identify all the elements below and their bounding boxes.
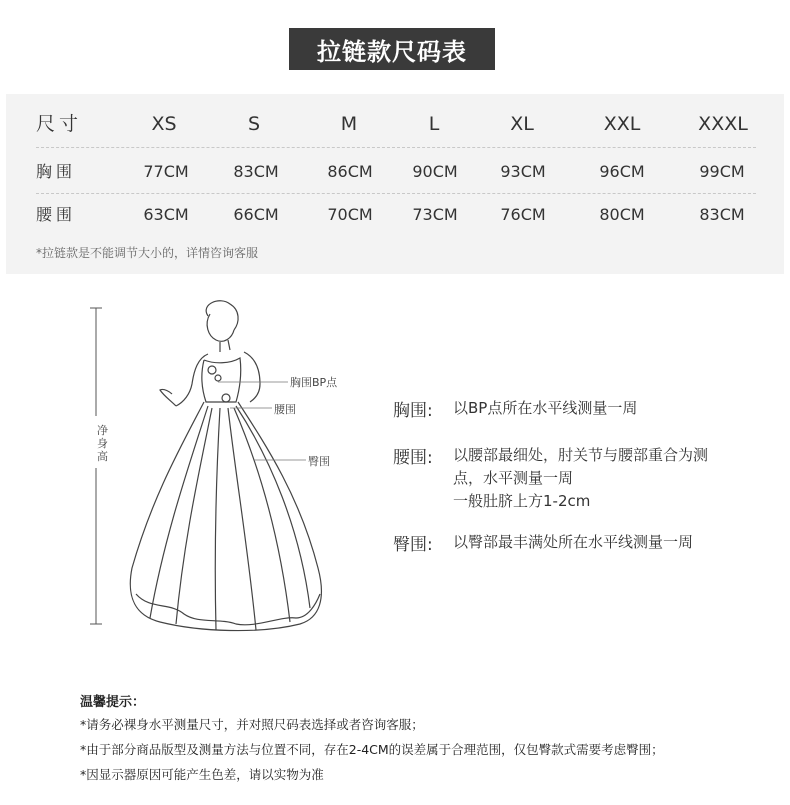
measurement-label: 胸围: [393,401,433,421]
callout-waist: 腰围 [274,403,296,416]
dress-sketch-illustration [80,298,370,643]
measurement-label: 腰围: [393,448,433,468]
measurement-text: 点，水平测量一周 [453,469,574,487]
table-note: *拉链款是不能调节大小的，详情咨询客服 [36,246,259,260]
header-size: M [340,113,358,135]
table-cell: 96CM [599,162,645,181]
measurement-text: 以臀部最丰满处所在水平线测量一周 [453,533,694,551]
header-label: 尺寸 [36,113,83,135]
table-cell: 83CM [233,162,279,181]
tip-item: *因显示器原因可能产生色差，请以实物为准 [80,767,324,782]
callout-bust: 胸围BP点 [290,376,338,389]
table-cell: 76CM [500,205,546,224]
header-size: XS [151,113,177,135]
tip-item: *由于部分商品版型及测量方法与位置不同，存在2-4CM的误差属于合理范围，仅包臀款式需要考虑臀围； [80,742,664,757]
table-cell: 93CM [500,162,546,181]
row-divider [36,147,756,148]
measurement-text: 以腰部最细处，肘关节与腰部重合为测 [453,446,709,464]
row-label: 腰围 [36,205,77,224]
tips-title: 温馨提示： [80,695,146,710]
dress-figure [80,298,370,643]
table-cell: 86CM [327,162,373,181]
table-cell: 73CM [412,205,458,224]
table-cell: 63CM [143,205,189,224]
table-cell: 80CM [599,205,645,224]
header-size: S [247,113,261,135]
table-row [36,195,756,235]
tip-item: *请务必裸身水平测量尺寸，并对照尺码表选择或者咨询客服； [80,717,424,732]
header-size: L [428,113,440,135]
header-size: XL [510,113,534,135]
table-cell: 66CM [233,205,279,224]
table-cell: 70CM [327,205,373,224]
table-cell: 77CM [143,162,189,181]
table-header-row [36,104,756,144]
size-table [6,94,784,274]
row-label: 胸围 [36,162,77,181]
callout-hip: 臀围 [308,455,330,468]
page-title: 拉链款尺码表 [289,28,495,70]
measurement-text: 一般肚脐上方1-2cm [453,492,591,510]
table-cell: 90CM [412,162,458,181]
table-cell: 99CM [699,162,745,181]
height-label: 净身高 [97,424,108,463]
row-divider [36,193,756,194]
header-size: XXXL [698,113,748,135]
header-size: XXL [603,113,641,135]
table-row [36,152,756,192]
measurement-text: 以BP点所在水平线测量一周 [453,399,638,417]
table-cell: 83CM [699,205,745,224]
measurement-label: 臀围: [393,535,433,555]
